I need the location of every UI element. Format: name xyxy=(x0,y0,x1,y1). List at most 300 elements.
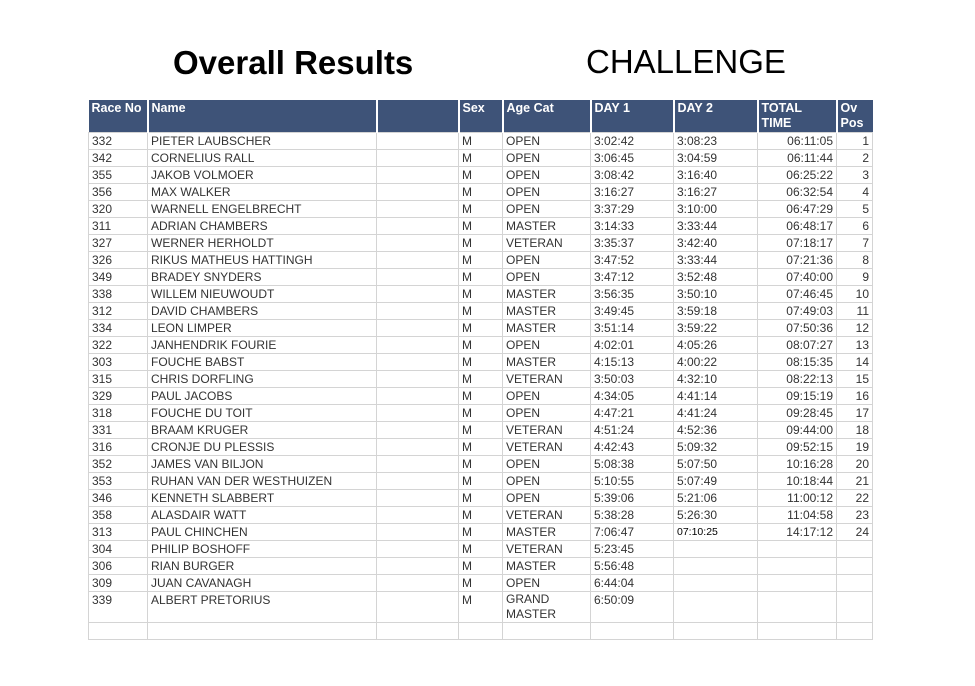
cell-total-time xyxy=(758,558,837,575)
cell-age-cat: OPEN xyxy=(503,388,591,405)
cell-race-no: 304 xyxy=(89,541,148,558)
table-row xyxy=(89,252,873,269)
cell-name-spacer xyxy=(377,592,459,623)
cell-age-cat: GRAND MASTER xyxy=(503,592,591,623)
cell-name: CRONJE DU PLESSIS xyxy=(148,439,377,456)
cell-name-spacer xyxy=(377,184,459,201)
cell-day1: 4:02:01 xyxy=(591,337,674,354)
cell-name-spacer xyxy=(377,439,459,456)
cell-day2: 3:04:59 xyxy=(674,150,758,167)
header-race-no: Race No xyxy=(89,100,148,133)
cell-day2: 3:42:40 xyxy=(674,235,758,252)
cell-name-spacer xyxy=(377,473,459,490)
table-row xyxy=(89,388,873,405)
cell-day1: 5:08:38 xyxy=(591,456,674,473)
cell-name-spacer xyxy=(377,524,459,541)
cell-age-cat: MASTER xyxy=(503,558,591,575)
cell-day2: 5:26:30 xyxy=(674,507,758,524)
cell-name: JAMES VAN BILJON xyxy=(148,456,377,473)
cell-day2 xyxy=(674,541,758,558)
cell-day2: 5:09:32 xyxy=(674,439,758,456)
cell-day2 xyxy=(674,558,758,575)
cell-name-spacer xyxy=(377,558,459,575)
cell-race-no: 326 xyxy=(89,252,148,269)
cell-race-no: 342 xyxy=(89,150,148,167)
cell-sex: M xyxy=(459,337,503,354)
cell-sex: M xyxy=(459,303,503,320)
cell-day2: 3:59:18 xyxy=(674,303,758,320)
cell-name: MAX WALKER xyxy=(148,184,377,201)
cell-name: RUHAN VAN DER WESTHUIZEN xyxy=(148,473,377,490)
cell-name: RIAN BURGER xyxy=(148,558,377,575)
cell-sex: M xyxy=(459,286,503,303)
table-row xyxy=(89,541,873,558)
cell-sex: M xyxy=(459,184,503,201)
header-total-time: TOTAL TIME xyxy=(758,100,837,133)
cell-age-cat: VETERAN xyxy=(503,439,591,456)
cell-race-no: 334 xyxy=(89,320,148,337)
cell-race-no: 353 xyxy=(89,473,148,490)
cell-day1: 3:47:12 xyxy=(591,269,674,286)
cell-name: ALASDAIR WATT xyxy=(148,507,377,524)
cell-day1: 6:50:09 xyxy=(591,592,674,623)
cell-age-cat: MASTER xyxy=(503,286,591,303)
cell-race-no: 352 xyxy=(89,456,148,473)
cell-day1: 5:39:06 xyxy=(591,490,674,507)
table-row-empty xyxy=(89,623,873,640)
cell-day1: 3:51:14 xyxy=(591,320,674,337)
cell-age-cat: OPEN xyxy=(503,337,591,354)
table-row xyxy=(89,354,873,371)
cell-sex: M xyxy=(459,133,503,150)
cell-race-no: 311 xyxy=(89,218,148,235)
table-row xyxy=(89,184,873,201)
cell-ov-pos: 24 xyxy=(837,524,873,541)
cell-ov-pos: 11 xyxy=(837,303,873,320)
table-row xyxy=(89,575,873,592)
table-row xyxy=(89,320,873,337)
header-sex: Sex xyxy=(459,100,503,133)
cell-race-no: 331 xyxy=(89,422,148,439)
cell-name: JUAN CAVANAGH xyxy=(148,575,377,592)
table-row xyxy=(89,371,873,388)
cell-name-spacer xyxy=(377,507,459,524)
cell-name: ADRIAN CHAMBERS xyxy=(148,218,377,235)
cell-name: WARNELL ENGELBRECHT xyxy=(148,201,377,218)
cell-ov-pos: 14 xyxy=(837,354,873,371)
cell-day1: 7:06:47 xyxy=(591,524,674,541)
cell-day2: 5:07:50 xyxy=(674,456,758,473)
cell-age-cat: OPEN xyxy=(503,184,591,201)
cell-name: DAVID CHAMBERS xyxy=(148,303,377,320)
cell-day2 xyxy=(674,592,758,623)
table-row xyxy=(89,218,873,235)
cell-name: PIETER LAUBSCHER xyxy=(148,133,377,150)
cell-name: WILLEM NIEUWOUDT xyxy=(148,286,377,303)
cell-race-no: 306 xyxy=(89,558,148,575)
cell-race-no: 313 xyxy=(89,524,148,541)
cell-sex: M xyxy=(459,422,503,439)
empty-cell xyxy=(148,623,377,640)
cell-name-spacer xyxy=(377,320,459,337)
empty-cell xyxy=(503,623,591,640)
cell-day2: 3:33:44 xyxy=(674,252,758,269)
cell-ov-pos: 4 xyxy=(837,184,873,201)
cell-day1: 5:10:55 xyxy=(591,473,674,490)
cell-day1: 3:47:52 xyxy=(591,252,674,269)
cell-day1: 4:51:24 xyxy=(591,422,674,439)
cell-total-time: 11:00:12 xyxy=(758,490,837,507)
cell-ov-pos: 12 xyxy=(837,320,873,337)
cell-ov-pos: 8 xyxy=(837,252,873,269)
cell-name-spacer xyxy=(377,354,459,371)
cell-sex: M xyxy=(459,439,503,456)
cell-total-time: 06:11:44 xyxy=(758,150,837,167)
cell-total-time: 06:32:54 xyxy=(758,184,837,201)
cell-race-no: 327 xyxy=(89,235,148,252)
cell-age-cat: OPEN xyxy=(503,456,591,473)
table-row xyxy=(89,405,873,422)
cell-sex: M xyxy=(459,558,503,575)
cell-total-time: 10:18:44 xyxy=(758,473,837,490)
empty-cell xyxy=(837,623,873,640)
cell-ov-pos: 17 xyxy=(837,405,873,422)
cell-race-no: 339 xyxy=(89,592,148,623)
cell-name: LEON LIMPER xyxy=(148,320,377,337)
cell-name-spacer xyxy=(377,235,459,252)
cell-ov-pos: 13 xyxy=(837,337,873,354)
cell-day1: 5:23:45 xyxy=(591,541,674,558)
cell-sex: M xyxy=(459,269,503,286)
cell-day1: 3:16:27 xyxy=(591,184,674,201)
cell-day1: 3:02:42 xyxy=(591,133,674,150)
table-row xyxy=(89,507,873,524)
cell-total-time: 11:04:58 xyxy=(758,507,837,524)
cell-total-time: 06:48:17 xyxy=(758,218,837,235)
cell-sex: M xyxy=(459,575,503,592)
cell-name-spacer xyxy=(377,252,459,269)
table-row xyxy=(89,150,873,167)
table-row xyxy=(89,592,873,623)
cell-day2: 07:10:25 xyxy=(674,524,758,541)
empty-cell xyxy=(377,623,459,640)
cell-total-time xyxy=(758,541,837,558)
cell-ov-pos xyxy=(837,575,873,592)
header-day2: DAY 2 xyxy=(674,100,758,133)
cell-race-no: 355 xyxy=(89,167,148,184)
cell-race-no: 322 xyxy=(89,337,148,354)
cell-total-time: 07:40:00 xyxy=(758,269,837,286)
cell-age-cat: VETERAN xyxy=(503,541,591,558)
cell-day1: 3:35:37 xyxy=(591,235,674,252)
cell-age-cat: MASTER xyxy=(503,218,591,235)
cell-race-no: 358 xyxy=(89,507,148,524)
cell-name-spacer xyxy=(377,133,459,150)
cell-day1: 5:56:48 xyxy=(591,558,674,575)
cell-age-cat: MASTER xyxy=(503,354,591,371)
cell-name: WERNER HERHOLDT xyxy=(148,235,377,252)
table-row xyxy=(89,303,873,320)
empty-cell xyxy=(674,623,758,640)
cell-ov-pos: 1 xyxy=(837,133,873,150)
cell-total-time: 07:49:03 xyxy=(758,303,837,320)
header-ov-pos: Ov Pos xyxy=(837,100,873,133)
cell-age-cat: VETERAN xyxy=(503,422,591,439)
cell-race-no: 318 xyxy=(89,405,148,422)
cell-day2: 3:59:22 xyxy=(674,320,758,337)
cell-age-cat: VETERAN xyxy=(503,235,591,252)
cell-ov-pos: 5 xyxy=(837,201,873,218)
cell-name-spacer xyxy=(377,541,459,558)
cell-total-time xyxy=(758,575,837,592)
cell-day2: 5:07:49 xyxy=(674,473,758,490)
cell-name-spacer xyxy=(377,218,459,235)
cell-sex: M xyxy=(459,473,503,490)
cell-total-time: 07:46:45 xyxy=(758,286,837,303)
cell-ov-pos: 16 xyxy=(837,388,873,405)
table-row xyxy=(89,473,873,490)
cell-sex: M xyxy=(459,235,503,252)
cell-sex: M xyxy=(459,405,503,422)
cell-name-spacer xyxy=(377,456,459,473)
cell-name: BRADEY SNYDERS xyxy=(148,269,377,286)
table-row xyxy=(89,490,873,507)
cell-ov-pos: 3 xyxy=(837,167,873,184)
cell-day2 xyxy=(674,575,758,592)
cell-day1: 3:56:35 xyxy=(591,286,674,303)
cell-day2: 4:52:36 xyxy=(674,422,758,439)
cell-day2: 3:33:44 xyxy=(674,218,758,235)
cell-day2: 3:52:48 xyxy=(674,269,758,286)
header-name: Name xyxy=(148,100,377,133)
cell-age-cat: MASTER xyxy=(503,524,591,541)
cell-total-time: 06:25:22 xyxy=(758,167,837,184)
cell-day1: 3:50:03 xyxy=(591,371,674,388)
cell-day2: 3:16:40 xyxy=(674,167,758,184)
cell-race-no: 332 xyxy=(89,133,148,150)
cell-sex: M xyxy=(459,201,503,218)
cell-sex: M xyxy=(459,354,503,371)
cell-age-cat: OPEN xyxy=(503,473,591,490)
cell-ov-pos xyxy=(837,558,873,575)
cell-age-cat: OPEN xyxy=(503,133,591,150)
header-day1: DAY 1 xyxy=(591,100,674,133)
cell-ov-pos: 22 xyxy=(837,490,873,507)
table-row xyxy=(89,201,873,218)
cell-name-spacer xyxy=(377,575,459,592)
cell-age-cat: OPEN xyxy=(503,575,591,592)
cell-ov-pos xyxy=(837,592,873,623)
cell-ov-pos: 21 xyxy=(837,473,873,490)
cell-day2: 5:21:06 xyxy=(674,490,758,507)
cell-total-time: 09:15:19 xyxy=(758,388,837,405)
empty-cell xyxy=(89,623,148,640)
cell-total-time: 08:15:35 xyxy=(758,354,837,371)
cell-ov-pos: 23 xyxy=(837,507,873,524)
header-age-cat: Age Cat xyxy=(503,100,591,133)
cell-race-no: 309 xyxy=(89,575,148,592)
cell-total-time: 10:16:28 xyxy=(758,456,837,473)
cell-sex: M xyxy=(459,592,503,623)
cell-name-spacer xyxy=(377,388,459,405)
table-row xyxy=(89,422,873,439)
table-row xyxy=(89,439,873,456)
cell-age-cat: OPEN xyxy=(503,201,591,218)
page-title: Overall Results xyxy=(173,44,414,81)
cell-age-cat: OPEN xyxy=(503,490,591,507)
cell-name-spacer xyxy=(377,405,459,422)
cell-sex: M xyxy=(459,371,503,388)
cell-day1: 4:47:21 xyxy=(591,405,674,422)
cell-race-no: 315 xyxy=(89,371,148,388)
cell-name-spacer xyxy=(377,303,459,320)
table-row xyxy=(89,337,873,354)
table-row xyxy=(89,269,873,286)
cell-name: JAKOB VOLMOER xyxy=(148,167,377,184)
cell-age-cat: OPEN xyxy=(503,252,591,269)
cell-day2: 3:16:27 xyxy=(674,184,758,201)
cell-sex: M xyxy=(459,252,503,269)
cell-ov-pos: 19 xyxy=(837,439,873,456)
cell-ov-pos: 6 xyxy=(837,218,873,235)
cell-ov-pos: 2 xyxy=(837,150,873,167)
cell-ov-pos: 18 xyxy=(837,422,873,439)
cell-name-spacer xyxy=(377,371,459,388)
cell-name-spacer xyxy=(377,286,459,303)
table-row xyxy=(89,167,873,184)
table-row xyxy=(89,286,873,303)
cell-name: PHILIP BOSHOFF xyxy=(148,541,377,558)
cell-sex: M xyxy=(459,456,503,473)
cell-sex: M xyxy=(459,524,503,541)
cell-race-no: 303 xyxy=(89,354,148,371)
cell-ov-pos xyxy=(837,541,873,558)
cell-race-no: 316 xyxy=(89,439,148,456)
cell-day2: 4:00:22 xyxy=(674,354,758,371)
cell-name: KENNETH SLABBERT xyxy=(148,490,377,507)
cell-name: FOUCHE DU TOIT xyxy=(148,405,377,422)
cell-age-cat: OPEN xyxy=(503,150,591,167)
cell-sex: M xyxy=(459,150,503,167)
table-row xyxy=(89,524,873,541)
cell-name-spacer xyxy=(377,422,459,439)
cell-sex: M xyxy=(459,320,503,337)
cell-name-spacer xyxy=(377,269,459,286)
cell-day1: 4:34:05 xyxy=(591,388,674,405)
cell-name: BRAAM KRUGER xyxy=(148,422,377,439)
cell-day1: 3:49:45 xyxy=(591,303,674,320)
cell-day2: 3:10:00 xyxy=(674,201,758,218)
empty-cell xyxy=(591,623,674,640)
cell-total-time: 06:47:29 xyxy=(758,201,837,218)
cell-day1: 3:06:45 xyxy=(591,150,674,167)
cell-name: ALBERT PRETORIUS xyxy=(148,592,377,623)
cell-day2: 4:41:14 xyxy=(674,388,758,405)
table-row xyxy=(89,235,873,252)
cell-race-no: 329 xyxy=(89,388,148,405)
table-row xyxy=(89,456,873,473)
cell-race-no: 312 xyxy=(89,303,148,320)
cell-name: RIKUS MATHEUS HATTINGH xyxy=(148,252,377,269)
cell-name: CHRIS DORFLING xyxy=(148,371,377,388)
cell-day2: 4:05:26 xyxy=(674,337,758,354)
cell-day1: 4:42:43 xyxy=(591,439,674,456)
empty-cell xyxy=(459,623,503,640)
cell-day2: 4:32:10 xyxy=(674,371,758,388)
cell-race-no: 346 xyxy=(89,490,148,507)
cell-total-time: 09:44:00 xyxy=(758,422,837,439)
cell-total-time: 14:17:12 xyxy=(758,524,837,541)
cell-name: FOUCHE BABST xyxy=(148,354,377,371)
cell-sex: M xyxy=(459,167,503,184)
cell-ov-pos: 10 xyxy=(837,286,873,303)
cell-total-time: 07:18:17 xyxy=(758,235,837,252)
cell-day1: 4:15:13 xyxy=(591,354,674,371)
cell-sex: M xyxy=(459,490,503,507)
page-subtitle: CHALLENGE xyxy=(586,43,786,80)
cell-race-no: 356 xyxy=(89,184,148,201)
cell-day1: 5:38:28 xyxy=(591,507,674,524)
cell-total-time: 06:11:05 xyxy=(758,133,837,150)
cell-name: PAUL JACOBS xyxy=(148,388,377,405)
cell-age-cat: OPEN xyxy=(503,405,591,422)
cell-name: PAUL CHINCHEN xyxy=(148,524,377,541)
cell-day1: 3:08:42 xyxy=(591,167,674,184)
cell-name: JANHENDRIK FOURIE xyxy=(148,337,377,354)
empty-cell xyxy=(758,623,837,640)
cell-age-cat: VETERAN xyxy=(503,371,591,388)
cell-race-no: 349 xyxy=(89,269,148,286)
cell-total-time: 08:07:27 xyxy=(758,337,837,354)
cell-name-spacer xyxy=(377,490,459,507)
cell-age-cat: OPEN xyxy=(503,167,591,184)
results-table-body xyxy=(89,133,873,640)
cell-ov-pos: 7 xyxy=(837,235,873,252)
cell-ov-pos: 9 xyxy=(837,269,873,286)
cell-sex: M xyxy=(459,388,503,405)
cell-day1: 6:44:04 xyxy=(591,575,674,592)
cell-total-time: 07:50:36 xyxy=(758,320,837,337)
cell-age-cat: MASTER xyxy=(503,320,591,337)
cell-name-spacer xyxy=(377,167,459,184)
cell-ov-pos: 15 xyxy=(837,371,873,388)
cell-age-cat: VETERAN xyxy=(503,507,591,524)
cell-day1: 3:37:29 xyxy=(591,201,674,218)
cell-race-no: 338 xyxy=(89,286,148,303)
cell-sex: M xyxy=(459,507,503,524)
table-row xyxy=(89,558,873,575)
cell-age-cat: OPEN xyxy=(503,269,591,286)
cell-name: CORNELIUS RALL xyxy=(148,150,377,167)
cell-total-time: 07:21:36 xyxy=(758,252,837,269)
cell-day2: 3:08:23 xyxy=(674,133,758,150)
cell-name-spacer xyxy=(377,150,459,167)
cell-total-time: 09:28:45 xyxy=(758,405,837,422)
table-row xyxy=(89,133,873,150)
cell-total-time xyxy=(758,592,837,623)
results-table xyxy=(88,100,873,640)
cell-race-no: 320 xyxy=(89,201,148,218)
cell-day2: 3:50:10 xyxy=(674,286,758,303)
cell-day1: 3:14:33 xyxy=(591,218,674,235)
cell-ov-pos: 20 xyxy=(837,456,873,473)
cell-age-cat: MASTER xyxy=(503,303,591,320)
cell-name-spacer xyxy=(377,201,459,218)
header-name-spacer xyxy=(377,100,459,133)
cell-sex: M xyxy=(459,218,503,235)
cell-name-spacer xyxy=(377,337,459,354)
table-header-row xyxy=(89,100,873,133)
